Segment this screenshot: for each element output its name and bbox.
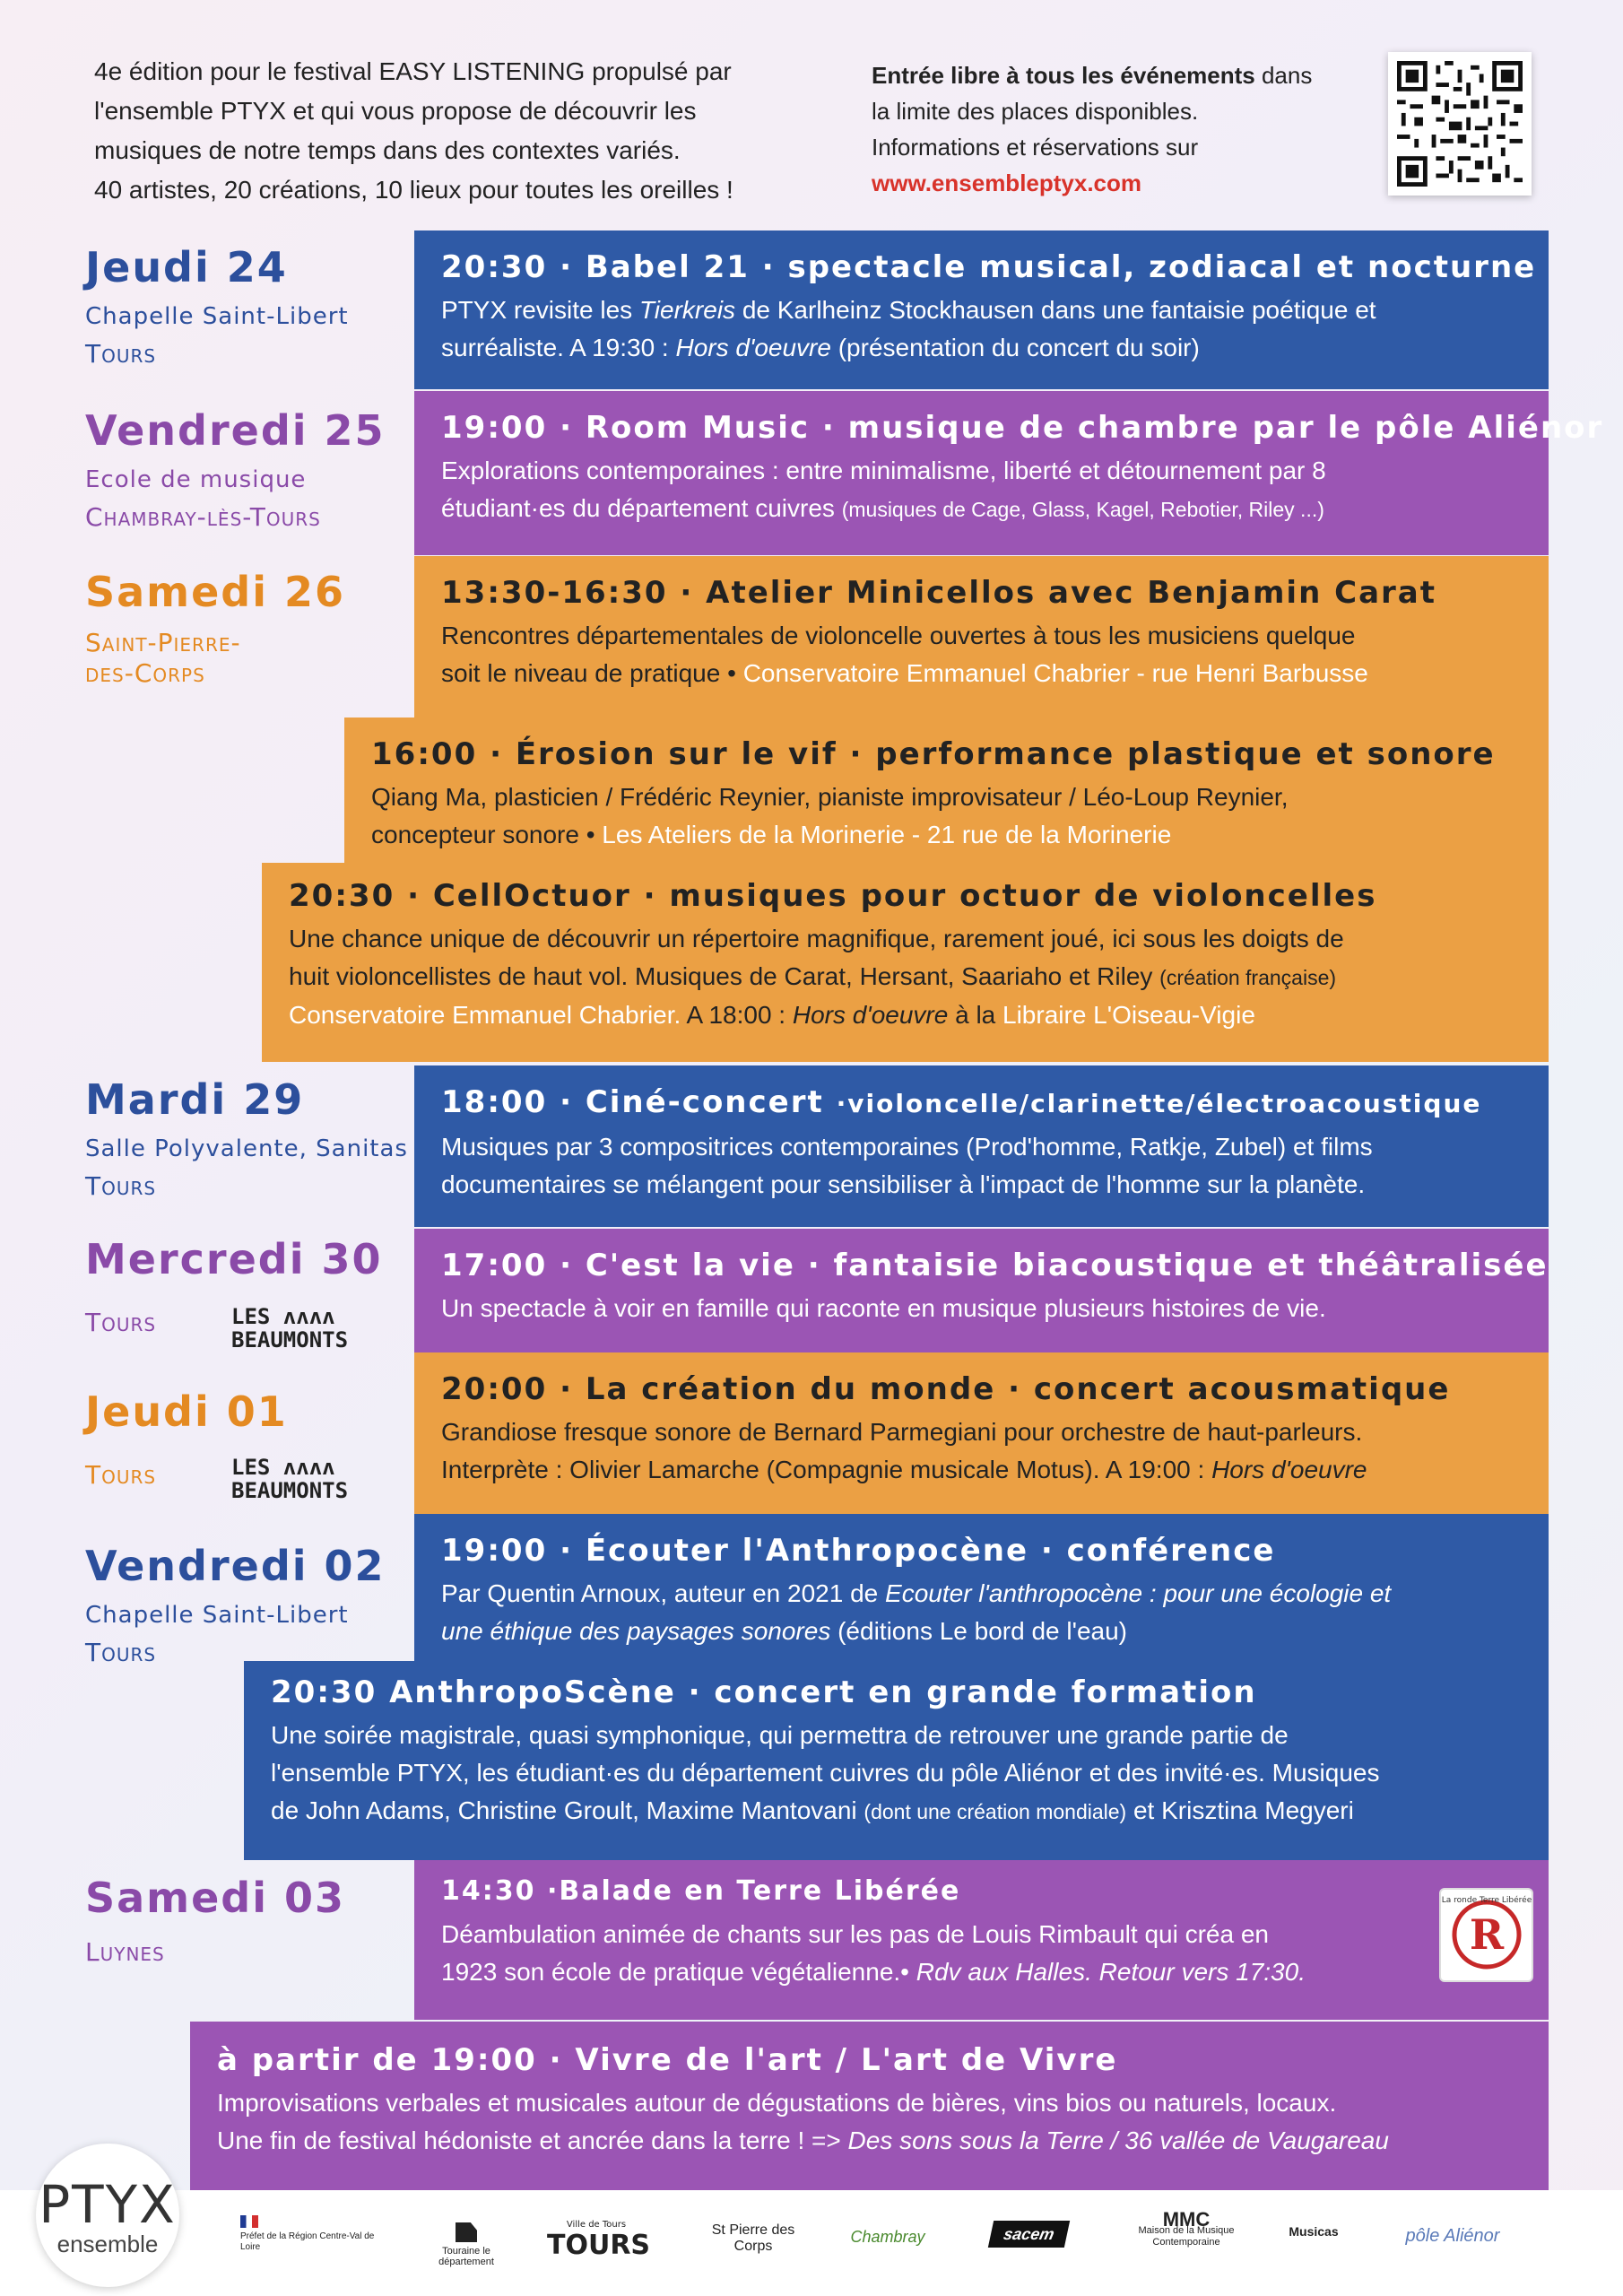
day-vendredi-02 (85, 1541, 386, 1668)
event-description: Musiques par 3 compositrices contemporaines (Prod'homme, Ratkje, Zubel) et films documentaires se mélangent pour sensibiliser à l'impact de l'homme sur la planète. (441, 1133, 1373, 1198)
event-title: 20:30 · Babel 21 · spectacle musical, zodiacal et nocturne (441, 249, 1537, 285)
ptyx-ensemble-logo (36, 2144, 179, 2287)
event-description: Qiang Ma, plasticien / Frédéric Reynier, pianiste improvisateur / Léo-Loup Reynier, concepteur sonore • Les Ateliers de la Morinerie - 21 rue de la Morinerie (371, 783, 1289, 848)
event-title: 16:00 · Érosion sur le vif · performance plastique et sonore (371, 736, 1496, 772)
event-title: à partir de 19:00 · Vivre de l'art / L'art de Vivre (217, 2042, 1118, 2078)
event-description: Déambulation animée de chants sur les pas de Louis Rimbault qui créa en 1923 son école de pratique végétalienne.• Rdv aux Halles. Retour vers 17:30. (441, 1920, 1306, 1986)
event-celloctuor (262, 863, 1549, 1062)
logo-text: LES ʌʌʌʌ (231, 1455, 335, 1480)
logo-text: LES ʌʌʌʌ (231, 1304, 335, 1329)
partner-logo-ville-tours: Ville de Tours TOURS (547, 2220, 651, 2261)
logo-text: BEAUMONTS (231, 1327, 349, 1352)
day-venue: Salle Polyvalente, Sanitas (85, 1135, 408, 1162)
day-city: Tours (85, 1308, 157, 1337)
event-title: 20:00 · La création du monde · concert acousmatique (441, 1371, 1451, 1407)
partner-logo-prefet: Préfet de la Région Centre-Val de Loire (240, 2215, 375, 2253)
event-description: Une soirée magistrale, quasi symphonique, qui permettra de retrouver une grande partie de l'ensemble PTYX, les étudiant·es du département cuivres du pôle Aliénor et des invité·es. Musiques de John Adams, Christine Groult, Maxime Mantovani (dont une création mondiale) et Krisztina Megyeri (271, 1721, 1380, 1824)
free-entry-text: Entrée libre à tous les événements (872, 62, 1255, 89)
partner-logo-st-pierre: St Pierre des Corps (711, 2222, 795, 2254)
day-name: Jeudi 24 (85, 243, 288, 291)
info-text: la limite des places disponibles. (872, 98, 1199, 125)
event-babel-21 (414, 230, 1549, 389)
info-text: Informations et réservations sur (872, 134, 1199, 161)
day-name: Samedi 03 (85, 1874, 346, 1922)
event-description: Explorations contemporaines : entre minimalisme, liberté et détournement par 8 étudiant·es du département cuivres (musiques de Cage, Glass, Kagel, Rebotier, Riley ...) (441, 457, 1326, 522)
event-description: Grandiose fresque sonore de Bernard Parmegiani pour orchestre de haut-parleurs. Interprète : Olivier Lamarche (Compagnie musicale Motus). A 19:00 : Hors d'oeuvre (441, 1418, 1367, 1483)
event-cine-concert (414, 1065, 1549, 1227)
day-jeudi-24 (85, 242, 349, 370)
event-description: Improvisations verbales et musicales autour de dégustations de bières, vins bios ou naturels, locaux. Une fin de festival hédoniste et ancrée dans la terre ! => Des sons sous la Terre / 36 vallée de Vaugareau (217, 2089, 1389, 2154)
partner-logo-chambray: Chambray (850, 2228, 925, 2246)
event-cest-la-vie (414, 1229, 1549, 1352)
event-description: Par Quentin Arnoux, auteur en 2021 de Ecouter l'anthropocène : pour une écologie et une éthique des paysages sonores (éditions Le bord de l'eau) (441, 1579, 1392, 1645)
logo-text: BEAUMONTS (231, 1478, 349, 1503)
partner-logo-musicas: Musicas (1289, 2224, 1339, 2239)
intro-line: l'ensemble PTYX et qui vous propose de découvrir les (94, 97, 697, 125)
day-city: Saint-Pierre- (85, 628, 241, 657)
intro-line: 4e édition pour le festival EASY LISTENING propulsé par (94, 57, 732, 85)
qr-code-icon (1388, 52, 1532, 196)
event-title: 20:30 AnthropoScène · concert en grande formation (271, 1674, 1257, 1710)
day-city: Tours (85, 1638, 157, 1667)
svg-text:La ronde Terre Libérée: La ronde Terre Libérée (1441, 1896, 1532, 1905)
event-title: 17:00 · C'est la vie · fantaisie biacoustique et théâtralisée (441, 1248, 1549, 1283)
event-anthroposcene (244, 1661, 1549, 1860)
festival-intro (94, 52, 865, 210)
partner-logo-maison-musique: MMC Maison de la Musique Contemporaine (1138, 2208, 1235, 2248)
event-ecouter-anthropocene (414, 1514, 1549, 1665)
day-city: Chambray-lès-Tours (85, 502, 321, 532)
event-vivre-de-lart (190, 2022, 1549, 2190)
event-description: Rencontres départementales de violoncelle ouvertes à tous les musiciens quelque soit le niveau de pratique • Conservatoire Emmanuel Chabrier - rue Henri Barbusse (441, 622, 1368, 687)
partner-logo-touraine: Touraine le département (435, 2222, 498, 2267)
event-atelier-minicellos (414, 556, 1549, 718)
info-text: dans (1254, 62, 1313, 89)
day-name: Vendredi 25 (85, 406, 386, 455)
day-venue: Chapelle Saint-Libert (85, 303, 349, 330)
event-erosion-sur-le-vif (344, 718, 1549, 863)
day-vendredi-25 (85, 405, 386, 533)
day-name: Mardi 29 (85, 1075, 305, 1124)
event-title: 19:00 · Écouter l'Anthropocène · conférence (441, 1533, 1276, 1569)
event-title: 13:30-16:30 · Atelier Minicellos avec Benjamin Carat (441, 575, 1436, 611)
day-name: Jeudi 01 (85, 1387, 288, 1436)
intro-line: musiques de notre temps dans des contextes variés. (94, 136, 681, 164)
event-title: 20:30 · CellOctuor · musiques pour octuor de violoncelles (289, 878, 1377, 914)
les-beaumonts-logo (231, 1456, 348, 1502)
day-venue: Ecole de musique (85, 466, 307, 493)
event-room-music (414, 391, 1604, 555)
day-city: des-Corps (85, 658, 205, 688)
logo-text: PTYX (39, 2174, 177, 2235)
les-beaumonts-logo (231, 1305, 348, 1352)
day-samedi-26 (85, 567, 345, 689)
partner-logo-pole-alienor: pôle Aliénor (1405, 2226, 1500, 2246)
event-description: PTYX revisite les Tierkreis de Karlheinz Stockhausen dans une fantaisie poétique et surréaliste. A 19:30 : Hors d'oeuvre (présentation du concert du soir) (441, 296, 1376, 361)
day-name: Mercredi 30 (85, 1235, 383, 1283)
intro-line: 40 artistes, 20 créations, 10 lieux pour toutes les oreilles ! (94, 176, 733, 204)
event-description: Une chance unique de découvrir un répertoire magnifique, rarement joué, ici sous les doigts de huit violoncellistes de haut vol. Musiques de Carat, Hersant, Saariaho et Riley (création française) Conservatoire Emmanuel Chabrier. A 18:00 : Hors d'oeuvre à la Libraire L'Oiseau-Vigie (289, 925, 1344, 1029)
day-city: Luynes (85, 1937, 165, 1967)
day-city: Tours (85, 1460, 157, 1490)
event-creation-du-monde (414, 1352, 1549, 1514)
logo-text: ensemble (56, 2231, 159, 2257)
svg-text:R: R (1469, 1910, 1504, 1959)
event-title: 18:00 · Ciné-concert ·violoncelle/clarinette/électroacoustique (441, 1084, 1482, 1120)
website-link[interactable]: www.ensembleptyx.com (872, 170, 1142, 196)
access-info (872, 57, 1383, 201)
day-name: Samedi 26 (85, 568, 346, 616)
day-city: Tours (85, 1171, 157, 1201)
partner-logo-sacem: sacem (988, 2221, 1070, 2248)
day-mardi-29 (85, 1074, 408, 1202)
day-name: Vendredi 02 (85, 1542, 386, 1590)
day-samedi-03 (85, 1873, 345, 1968)
event-title: 14:30 ·Balade en Terre Libérée (441, 1875, 961, 1907)
event-description: Un spectacle à voir en famille qui raconte en musique plusieurs histoires de vie. (441, 1294, 1326, 1322)
ronde-terre-liberee-logo (1439, 1888, 1533, 1982)
day-venue: Chapelle Saint-Libert (85, 1602, 349, 1629)
day-city: Tours (85, 339, 157, 369)
event-title: 19:00 · Room Music · musique de chambre par le pôle Aliénor (441, 410, 1604, 446)
event-balade-terre-liberee (414, 1860, 1549, 2020)
